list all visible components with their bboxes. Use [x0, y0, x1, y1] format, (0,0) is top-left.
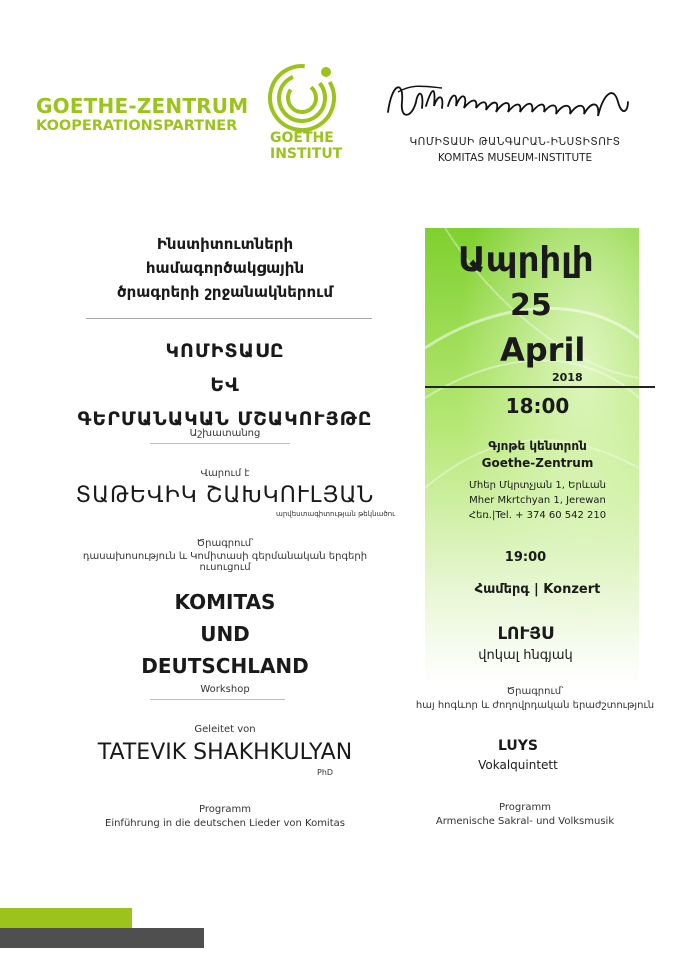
leader-degree-de: PhD [317, 768, 334, 777]
goethe-institut-wordmark [270, 130, 342, 162]
ensemble-name-hy: ԼՈՒՅՍ [497, 624, 554, 644]
program-label-de: Programm [199, 804, 251, 815]
leader-degree-hy: արվեստագիտության թեկնածու [276, 510, 396, 518]
concert-program-hy: հայ հոգևոր և ժողովրդական երաժշտություն [415, 700, 655, 711]
event-month-hy: Ապրիլի [458, 240, 594, 280]
led-by-de: Geleitet von [194, 724, 256, 735]
phone: Հեռ.|Tel. + 374 60 542 210 [468, 510, 607, 521]
venue-de: Goethe-Zentrum [481, 456, 594, 470]
komitas-museum-en: KOMITAS MUSEUM-INSTITUTE [437, 152, 593, 164]
komitas-museum-hy: ԿՈՄԻՏԱՍԻ ԹԱՆԳԱՐԱՆ-ԻՆՍՏԻՏՈՒՏ [409, 136, 621, 148]
concert-program-label-hy: Ծրագրում՝ [506, 686, 564, 697]
workshop-time: 18:00 [505, 394, 570, 418]
concert-label: Համերգ | Konzert [474, 582, 601, 597]
title-de-line-3: DEUTSCHLAND [141, 654, 309, 678]
ensemble-name-de: LUYS [497, 738, 538, 754]
address-block [420, 478, 655, 523]
goethe-zentrum-subtitle: KOOPERATIONSPARTNER [36, 118, 238, 134]
leader-name-de: TATEVIK SHAKHKULYAN [97, 740, 353, 765]
workshop-title-hy [60, 334, 390, 436]
concert-program-label-de: Programm [499, 802, 551, 813]
workshop-title-de [60, 586, 390, 682]
address-de: Mher Mkrtchyan 1, Jerewan [469, 495, 606, 506]
intro-line-2: համագործակցային [145, 259, 305, 277]
ensemble-type-hy: վոկալ հնգյակ [478, 648, 573, 663]
address-hy: Մհեր Մկրտչյան 1, Երևան [468, 480, 607, 491]
goethe-institut-logo-icon [266, 62, 338, 134]
leader-name-hy: ՏԱԹԵՎԻԿ ՇԱԽԿՈՒԼՅԱՆ [75, 483, 375, 508]
title-hy-line-1: ԿՈՄԻՏԱՍԸ [165, 340, 285, 362]
workshop-type-hy: Աշխատանոց [189, 428, 261, 439]
led-by-hy: Վարում է [200, 468, 250, 479]
intro-line-3: ծրագրերի շրջանակներում [117, 283, 333, 301]
event-month-de: April [500, 331, 586, 369]
title-de-line-1: KOMITAS [174, 590, 276, 614]
divider [150, 443, 290, 444]
intro-text [60, 232, 390, 304]
title-hy-line-3: ԳԵՐՄԱՆԱԿԱՆ ՄՇԱԿՈՒՅԹԸ [77, 408, 373, 430]
program-label-hy: Ծրագրում՝ [196, 538, 254, 549]
komitas-signature-logo [382, 72, 632, 132]
intro-line-1: Ինստիտուտների [156, 235, 294, 253]
goethe-institut-line2: INSTITUT [270, 146, 343, 162]
event-year: 2018 [552, 371, 583, 384]
workshop-type-de: Workshop [200, 684, 250, 695]
title-de-line-2: UND [200, 622, 250, 646]
venue [420, 438, 655, 472]
program-text-hy: դասախոսություն և Կոմիտասի գերմանական երգերի ուսուցում [82, 551, 368, 573]
goethe-institut-line1: GOETHE [270, 130, 334, 146]
title-hy-line-2: ԵՎ [210, 374, 240, 396]
program-text-de: Einführung in die deutschen Lieder von Komitas [105, 818, 345, 829]
event-day: 25 [510, 288, 552, 323]
footer-green-bar [0, 908, 132, 928]
divider [86, 318, 372, 319]
concert-time: 19:00 [504, 550, 547, 565]
concert-program-de: Armenische Sakral- und Volksmusik [435, 816, 615, 827]
venue-hy: Գյոթե կենտրոն [488, 439, 587, 453]
date-rule [425, 386, 655, 388]
ensemble-type-de: Vokalquintett [478, 758, 558, 772]
footer-gray-bar [0, 928, 204, 948]
divider [150, 699, 285, 700]
goethe-zentrum-title: GOETHE-ZENTRUM [36, 94, 249, 118]
